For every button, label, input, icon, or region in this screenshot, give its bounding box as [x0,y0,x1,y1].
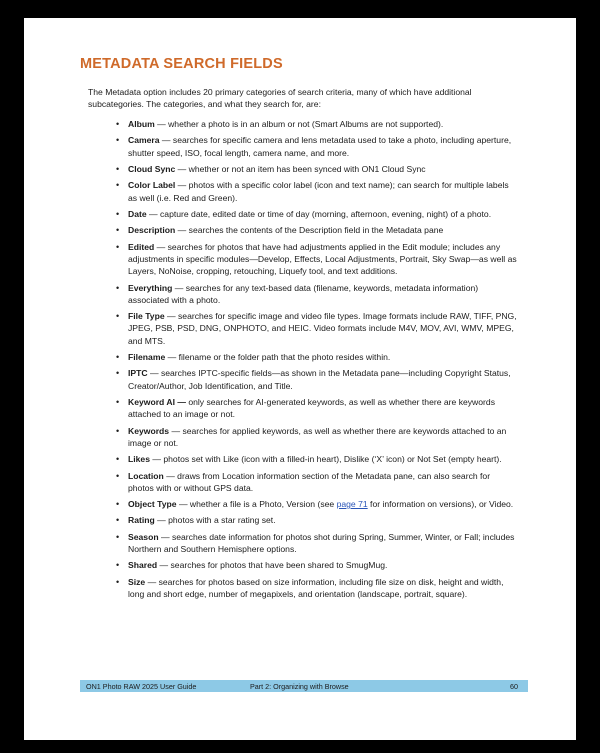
bullet-icon: • [116,282,120,293]
list-item [112,310,518,347]
list-item [112,241,518,278]
field-description: — filename or the folder path that the photo resides within. [165,351,391,362]
field-term: Camera [128,135,160,146]
list-item [112,425,518,449]
field-term: Date [128,208,147,219]
intro-paragraph: The Metadata option includes 20 primary categories of search criteria, many of which have additional subcategories. The categories, and what they search for, are: [88,87,472,110]
list-item [112,134,518,158]
bullet-icon: • [116,208,120,219]
field-term: IPTC [128,368,148,379]
bullet-icon: • [116,119,120,129]
field-term: Description [128,225,176,236]
bullet-icon: • [116,470,120,481]
field-description: — searches for specific image and video file types. Image formats include RAW, TIFF, PNG, JPEG, PSB, PSD, DNG, ONPHOTO, and HEIC. Video formats include M4V, MOV, AVI, WMV, MPEG, and MTS. [128,311,517,346]
field-description: — searches the contents of the Description field in the Metadata pane [175,225,444,236]
bullet-icon: • [116,163,120,174]
list-item [112,351,518,363]
section-title: METADATA SEARCH FIELDS [80,56,283,72]
field-description: — whether or not an item has been synced with ON1 Cloud Sync [175,163,426,174]
field-term: Cloud Sync [128,163,176,174]
field-description: — photos with a specific color label (icon and text name); can search for multiple labels as well (i.e. Red and Green). [128,180,509,203]
list-item [112,179,518,203]
field-term: Filename [128,351,166,362]
list-item [112,367,518,391]
bullet-icon: • [116,180,120,191]
field-description: — searches for photos that have had adjustments applied in the Edit module; includes any adjustments in specific modules—Develop, Effects, Local Adjustments, Portrait, Sky Swap—as well as Layers, NoNoise, cropping, retouching, Liquefy tool, and text additions. [128,241,517,277]
field-description: only searches for AI-generated keywords, as well as whether there are keywords attached to an image or not. [128,396,495,420]
bullet-icon: • [116,368,120,379]
bullet-icon: • [116,135,120,146]
field-description: — searches IPTC-specific fields—as shown in the Metadata pane—including Copyright Status, Creator/Author, Job Identification, and Title. [128,368,511,391]
list-item [112,396,518,420]
field-description: — searches for any text-based data (filename, keywords, metadata information) associated with a photo. [128,282,479,305]
field-description: — searches for photos based on size information, including file size on disk, height and width, long and short edge, number of megapixels, and orientation (landscape, portrait, square). [128,576,504,600]
field-description: — searches for specific camera and lens metadata used to take a photo, including aperture, shutter speed, ISO, focal length, camera name, and more. [128,135,512,158]
bullet-icon: • [116,576,120,587]
field-description: — whether a file is a Photo, Version (see [176,499,337,510]
bullet-icon: • [116,241,120,252]
field-term: Object Type [128,499,177,510]
list-item [112,576,518,600]
list-item [112,559,518,571]
field-description: — capture date, edited date or time of day (morning, afternoon, evening, night) of a photo. [146,208,492,219]
list-item [112,118,518,130]
page-71-link[interactable]: page 71 [336,499,368,510]
list-item [112,208,518,220]
field-term: Color Label [128,180,176,191]
field-term: Season [128,531,159,542]
field-description: — photos with a star rating set. [154,515,276,526]
list-item [112,531,518,555]
list-item [112,498,518,510]
list-item [112,514,518,526]
field-term: Location [128,470,164,481]
field-description: — photos set with Like (icon with a filled-in heart), Dislike (‘X’ icon) or Not Set (empty heart). [149,454,502,465]
bullet-icon: • [116,454,120,465]
list-item [112,470,518,494]
field-description: — draws from Location information section of the Metadata pane, can also search for photos with or without GPS data. [128,470,491,493]
list-item [112,224,518,236]
document-page [24,18,576,740]
search-field-list [112,118,518,604]
bullet-icon: • [116,499,120,510]
footer-guide-title: ON1 Photo RAW 2025 User Guide [86,681,197,691]
field-term: Keyword AI — [128,396,186,407]
field-term: Keywords [128,425,170,436]
field-description: — searches for applied keywords, as well as whether there are keywords attached to an image or not. [128,425,507,448]
bullet-icon: • [116,531,120,542]
list-item [112,163,518,175]
bullet-icon: • [116,515,120,526]
field-description: — whether a photo is in an album or not (Smart Albums are not supported). [154,119,444,129]
field-term: Shared [128,560,158,571]
list-item [112,453,518,465]
bullet-icon: • [116,396,120,407]
field-term: Size [128,576,146,587]
bullet-icon: • [116,225,120,236]
field-term: File Type [128,311,165,322]
footer-page-number: 60 [510,681,518,691]
list-item [112,282,518,306]
page-footer [80,680,528,692]
bullet-icon: • [116,351,120,362]
field-description: — searches date information for photos shot during Spring, Summer, Winter, or Fall; includes Northern and Southern Hemisphere options. [128,531,515,555]
field-term: Rating [128,515,155,526]
field-term: Likes [128,454,150,465]
field-description: — searches for photos that have been shared to SmugMug. [157,560,388,571]
footer-section-title: Part 2: Organizing with Browse [250,681,349,691]
field-description-continued: for information on versions), or Video. [367,499,514,510]
bullet-icon: • [116,560,120,571]
field-term: Everything [128,282,173,293]
bullet-icon: • [116,311,120,322]
field-term: Album [128,119,155,129]
bullet-icon: • [116,425,120,436]
field-term: Edited [128,241,155,252]
